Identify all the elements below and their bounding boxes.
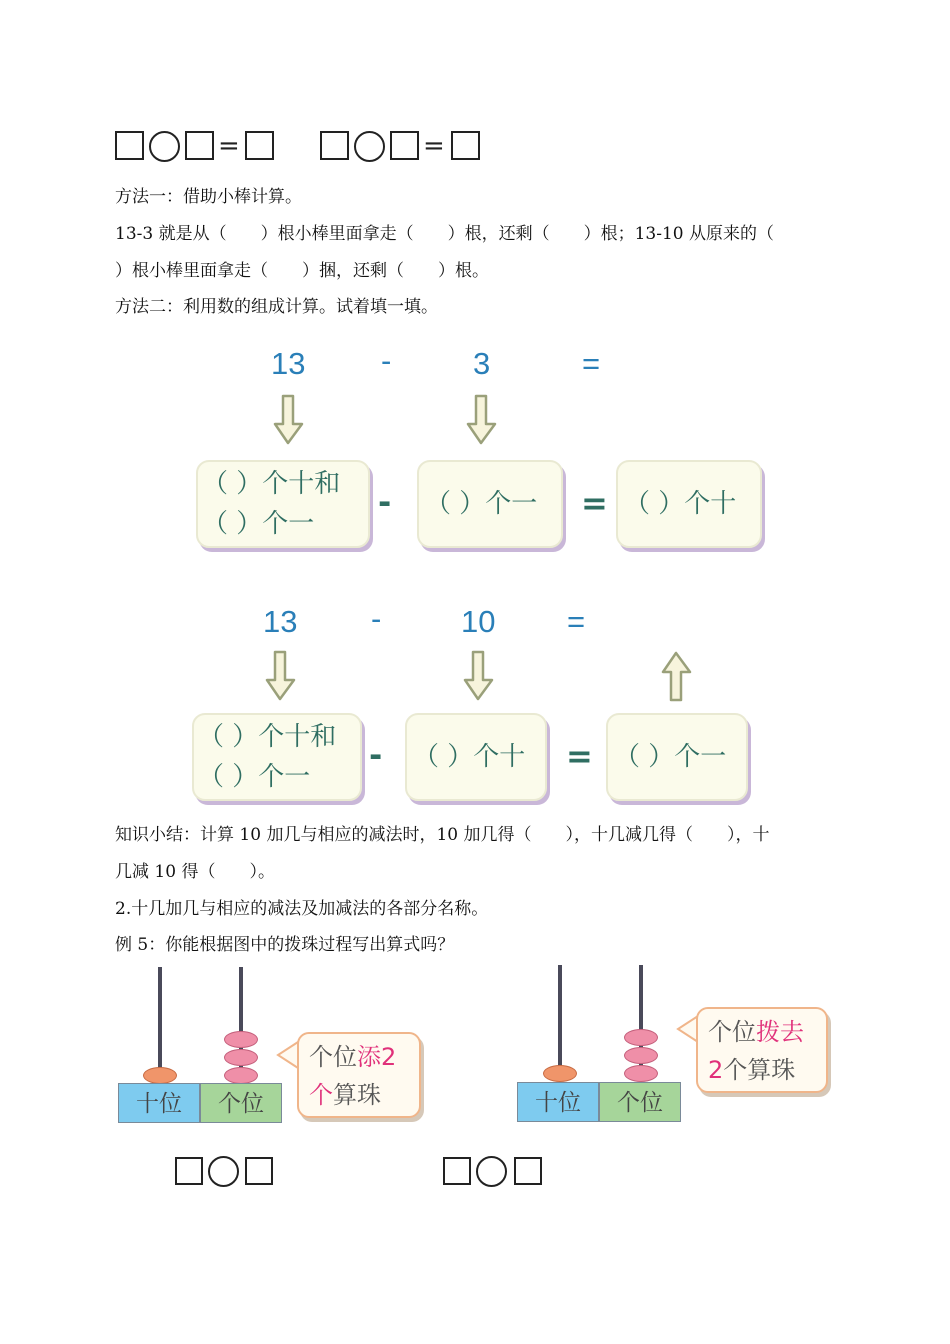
ones-bead xyxy=(624,1065,658,1082)
tens-ones-box xyxy=(192,713,362,801)
bubble-text: 个位 xyxy=(309,1043,357,1071)
answer-box[interactable] xyxy=(175,1157,203,1185)
operator-circle[interactable] xyxy=(149,131,180,162)
answer-box[interactable] xyxy=(115,131,144,160)
up-arrow-icon xyxy=(660,650,694,702)
minus-sign: - xyxy=(369,736,383,774)
box-line: （ ）个一 xyxy=(425,489,538,519)
box-line: （ ）个十和 xyxy=(198,722,337,752)
ones-box xyxy=(417,460,563,548)
answer-box[interactable] xyxy=(451,131,480,160)
example5-title: 例 5：你能根据图中的拨珠过程写出算式吗？ xyxy=(115,935,455,955)
tens-place-label: 十位 xyxy=(517,1082,599,1122)
operator-circle[interactable] xyxy=(208,1156,239,1187)
method2-title: 方法二：利用数的组成计算。试着填一填。 xyxy=(115,297,438,317)
box-line: （ ）个一 xyxy=(198,762,311,792)
box-line: （ ）个十和 xyxy=(202,469,341,499)
bubble-text: 个位 xyxy=(708,1018,756,1046)
equal-sign: = xyxy=(567,604,586,639)
method1-line2: ）根小棒里面拿走（ ）捆，还剩（ ）根。 xyxy=(115,261,489,281)
ones-box xyxy=(606,713,748,801)
equal-sign: = xyxy=(582,346,601,381)
box-line: （ ）个十 xyxy=(624,489,737,519)
minuend: 13 xyxy=(263,604,298,639)
answer-box[interactable] xyxy=(390,131,419,160)
equal-sign: = xyxy=(581,484,608,522)
minuend: 13 xyxy=(271,346,306,381)
tens-box xyxy=(405,713,547,801)
bubble-highlight: 个 xyxy=(309,1081,333,1109)
minus-sign: - xyxy=(381,343,392,378)
minus-sign: - xyxy=(378,483,392,521)
subtrahend: 3 xyxy=(473,346,491,381)
down-arrow-icon xyxy=(465,394,499,446)
ones-bead xyxy=(624,1029,658,1046)
equal-sign: = xyxy=(218,131,240,161)
ones-bead xyxy=(224,1031,258,1048)
down-arrow-icon xyxy=(462,650,496,702)
minus-sign: - xyxy=(371,601,382,636)
answer-box[interactable] xyxy=(245,1157,273,1185)
box-line: （ ）个一 xyxy=(614,742,727,772)
answer-box[interactable] xyxy=(320,131,349,160)
tens-rod xyxy=(558,965,562,1081)
method1-title: 方法一：借助小棒计算。 xyxy=(115,187,302,207)
answer-box[interactable] xyxy=(245,131,274,160)
operator-circle[interactable] xyxy=(476,1156,507,1187)
ones-bead xyxy=(224,1067,258,1084)
bubble-highlight: 添2 xyxy=(357,1043,397,1071)
answer-box[interactable] xyxy=(443,1157,471,1185)
bubble-highlight: 拨去 xyxy=(756,1018,804,1046)
bubble-text: 个算珠 xyxy=(723,1056,796,1084)
answer-box[interactable] xyxy=(185,131,214,160)
summary-line2: 几减 10 得（ ）。 xyxy=(115,862,275,882)
bubble-text: 算珠 xyxy=(333,1081,381,1109)
ones-bead xyxy=(224,1049,258,1066)
operator-circle[interactable] xyxy=(354,131,385,162)
ones-place-label: 个位 xyxy=(599,1082,681,1122)
tens-bead xyxy=(143,1067,177,1084)
method1-line1: 13-3 就是从（ ）根小棒里面拿走（ ）根，还剩（ ）根；13-10 从原来的（ xyxy=(115,224,775,244)
instruction-bubble xyxy=(696,1007,828,1093)
ones-bead xyxy=(624,1047,658,1064)
summary-line1: 知识小结：计算 10 加几与相应的减法时，10 加几得（ ），十几减几得（ ），十 xyxy=(115,825,770,845)
answer-box[interactable] xyxy=(514,1157,542,1185)
down-arrow-icon xyxy=(272,394,306,446)
bubble-highlight: 2 xyxy=(708,1056,724,1084)
box-line: （ ）个一 xyxy=(202,509,315,539)
subtrahend: 10 xyxy=(461,604,496,639)
tens-bead xyxy=(543,1065,577,1082)
section2-title: 2.十几加几与相应的减法及加减法的各部分名称。 xyxy=(115,899,489,919)
ones-place-label: 个位 xyxy=(200,1083,282,1123)
down-arrow-icon xyxy=(264,650,298,702)
tens-ones-box xyxy=(196,460,370,548)
tens-box xyxy=(616,460,762,548)
box-line: （ ）个十 xyxy=(413,742,526,772)
tens-rod xyxy=(158,967,162,1083)
equal-sign: = xyxy=(566,737,593,775)
tens-place-label: 十位 xyxy=(118,1083,200,1123)
instruction-bubble xyxy=(297,1032,421,1118)
equal-sign: = xyxy=(423,131,445,161)
